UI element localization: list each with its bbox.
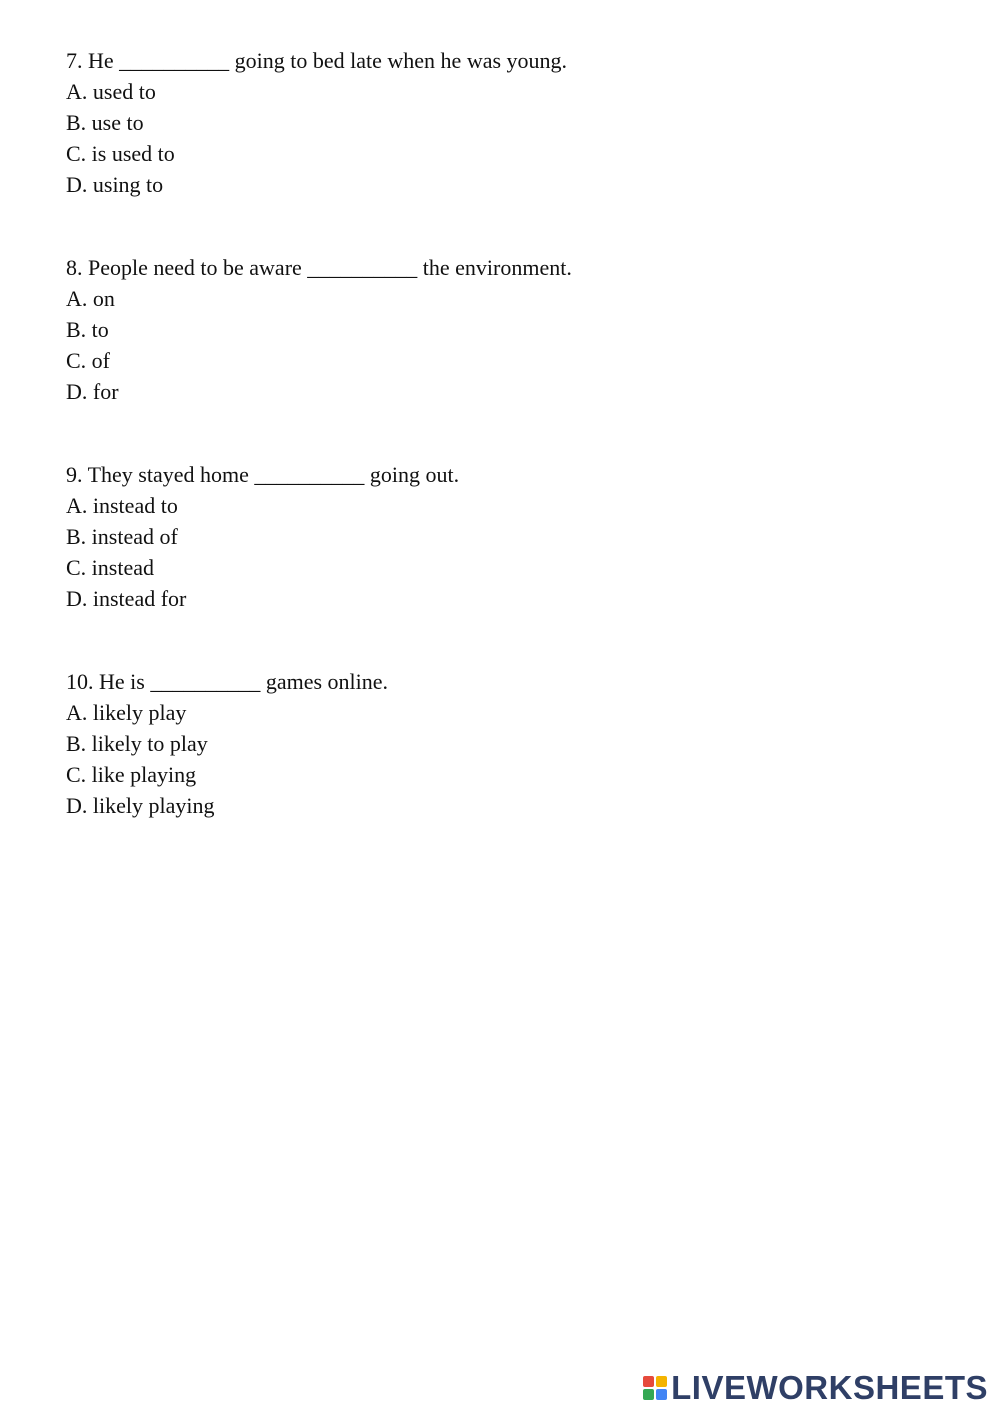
option-c: C. is used to (66, 141, 175, 166)
question-prompt: 10. He is __________ games online. (66, 669, 389, 694)
option-b: B. instead of (66, 524, 178, 549)
option-d: D. for (66, 379, 119, 404)
option-c: C. of (66, 348, 110, 373)
question-10 (66, 666, 866, 821)
option-a: A. on (66, 286, 115, 311)
option-b: B. likely to play (66, 731, 208, 756)
question-prompt: 9. They stayed home __________ going out. (66, 462, 460, 487)
logo-square-red (643, 1376, 654, 1387)
option-b: B. use to (66, 110, 144, 135)
logo-square-yellow (656, 1376, 667, 1387)
question-prompt: 8. People need to be aware __________ the environment. (66, 255, 572, 280)
question-9 (66, 459, 866, 614)
option-d: D. instead for (66, 586, 187, 611)
option-d: D. using to (66, 172, 164, 197)
question-8 (66, 252, 866, 407)
option-c: C. instead (66, 555, 154, 580)
option-d: D. likely playing (66, 793, 215, 818)
logo-square-green (643, 1389, 654, 1400)
liveworksheets-logo-icon (643, 1376, 667, 1400)
option-c: C. like playing (66, 762, 197, 787)
option-a: A. used to (66, 79, 156, 104)
option-b: B. to (66, 317, 109, 342)
question-prompt: 7. He __________ going to bed late when he was young. (66, 48, 568, 73)
liveworksheets-logo[interactable] (643, 1368, 988, 1408)
option-a: A. likely play (66, 700, 187, 725)
option-a: A. instead to (66, 493, 178, 518)
question-7 (66, 45, 866, 200)
logo-text: LIVEWORKSHEETS (671, 1369, 988, 1406)
logo-square-blue (656, 1389, 667, 1400)
